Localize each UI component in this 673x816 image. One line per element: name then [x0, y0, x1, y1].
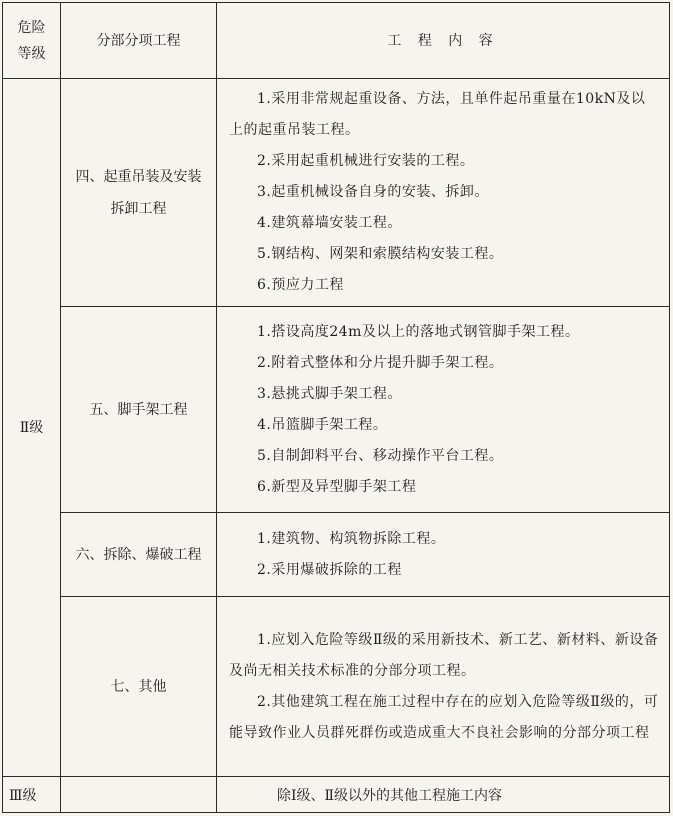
section-content-7 — [217, 597, 670, 777]
content-item: 3.悬挑式脚手架工程。 — [257, 385, 402, 402]
section-name-6: 六、拆除、爆破工程 — [61, 513, 217, 597]
content-item: 6.预应力工程 — [257, 277, 344, 293]
level-III-content: 除Ⅰ级、Ⅱ级以外的其他工程施工内容 — [217, 777, 670, 813]
content-item: 1.建筑物、构筑物拆除工程。 — [257, 530, 446, 547]
section-row-7 — [3, 597, 670, 777]
content-item: 2.附着式整体和分片提升脚手架工程。 — [257, 354, 504, 371]
header-section: 分部分项工程 — [61, 3, 217, 79]
content-item: 2.采用爆破拆除的工程 — [257, 561, 402, 578]
content-item: 5.钢结构、网架和索膜结构安装工程。 — [257, 246, 504, 262]
section-name-4: 四、起重吊装及安装拆卸工程 — [61, 79, 217, 307]
level-III-section-empty — [61, 777, 217, 813]
section-content-5 — [217, 307, 670, 513]
section-row-5 — [3, 307, 670, 513]
section-content-4 — [217, 79, 670, 307]
content-item: 2.其他建筑工程在施工过程中存在的应划入危险等级Ⅱ级的，可能导致作业人员群死群伤或造成重大不良社会影响的分部分项工程 — [229, 693, 659, 741]
content-item: 1.采用非常规起重设备、方法，且单件起吊重量在10kN及以上的起重吊装工程。 — [229, 91, 646, 138]
content-item: 6.新型及异型脚手架工程 — [257, 478, 417, 495]
hazard-classification-table — [2, 2, 670, 813]
section-row-4 — [3, 79, 670, 307]
content-item: 4.吊篮脚手架工程。 — [257, 416, 388, 433]
content-item: 3.起重机械设备自身的安装、拆卸。 — [257, 184, 489, 200]
section-content-6 — [217, 513, 670, 597]
level-III-cell: Ⅲ级 — [3, 777, 61, 813]
content-item: 1.搭设高度24m及以上的落地式钢管脚手架工程。 — [257, 323, 580, 340]
header-row — [3, 3, 670, 79]
section-name-7: 七、其他 — [61, 597, 217, 777]
content-item: 2.采用起重机械进行安装的工程。 — [257, 153, 475, 169]
section-row-6 — [3, 513, 670, 597]
content-item: 1.应划入危险等级Ⅱ级的采用新技术、新工艺、新材料、新设备及尚无相关技术标准的分部分项工程。 — [229, 631, 659, 679]
header-hazard-level: 危险 等级 — [3, 3, 61, 79]
header-content: 工 程 内 容 — [217, 3, 670, 79]
content-item: 5.自制卸料平台、移动操作平台工程。 — [257, 447, 504, 464]
content-item: 4.建筑幕墙安装工程。 — [257, 215, 402, 231]
section-name-5: 五、脚手架工程 — [61, 307, 217, 513]
level-II-cell: Ⅱ级 — [3, 79, 61, 777]
level-III-row — [3, 777, 670, 813]
